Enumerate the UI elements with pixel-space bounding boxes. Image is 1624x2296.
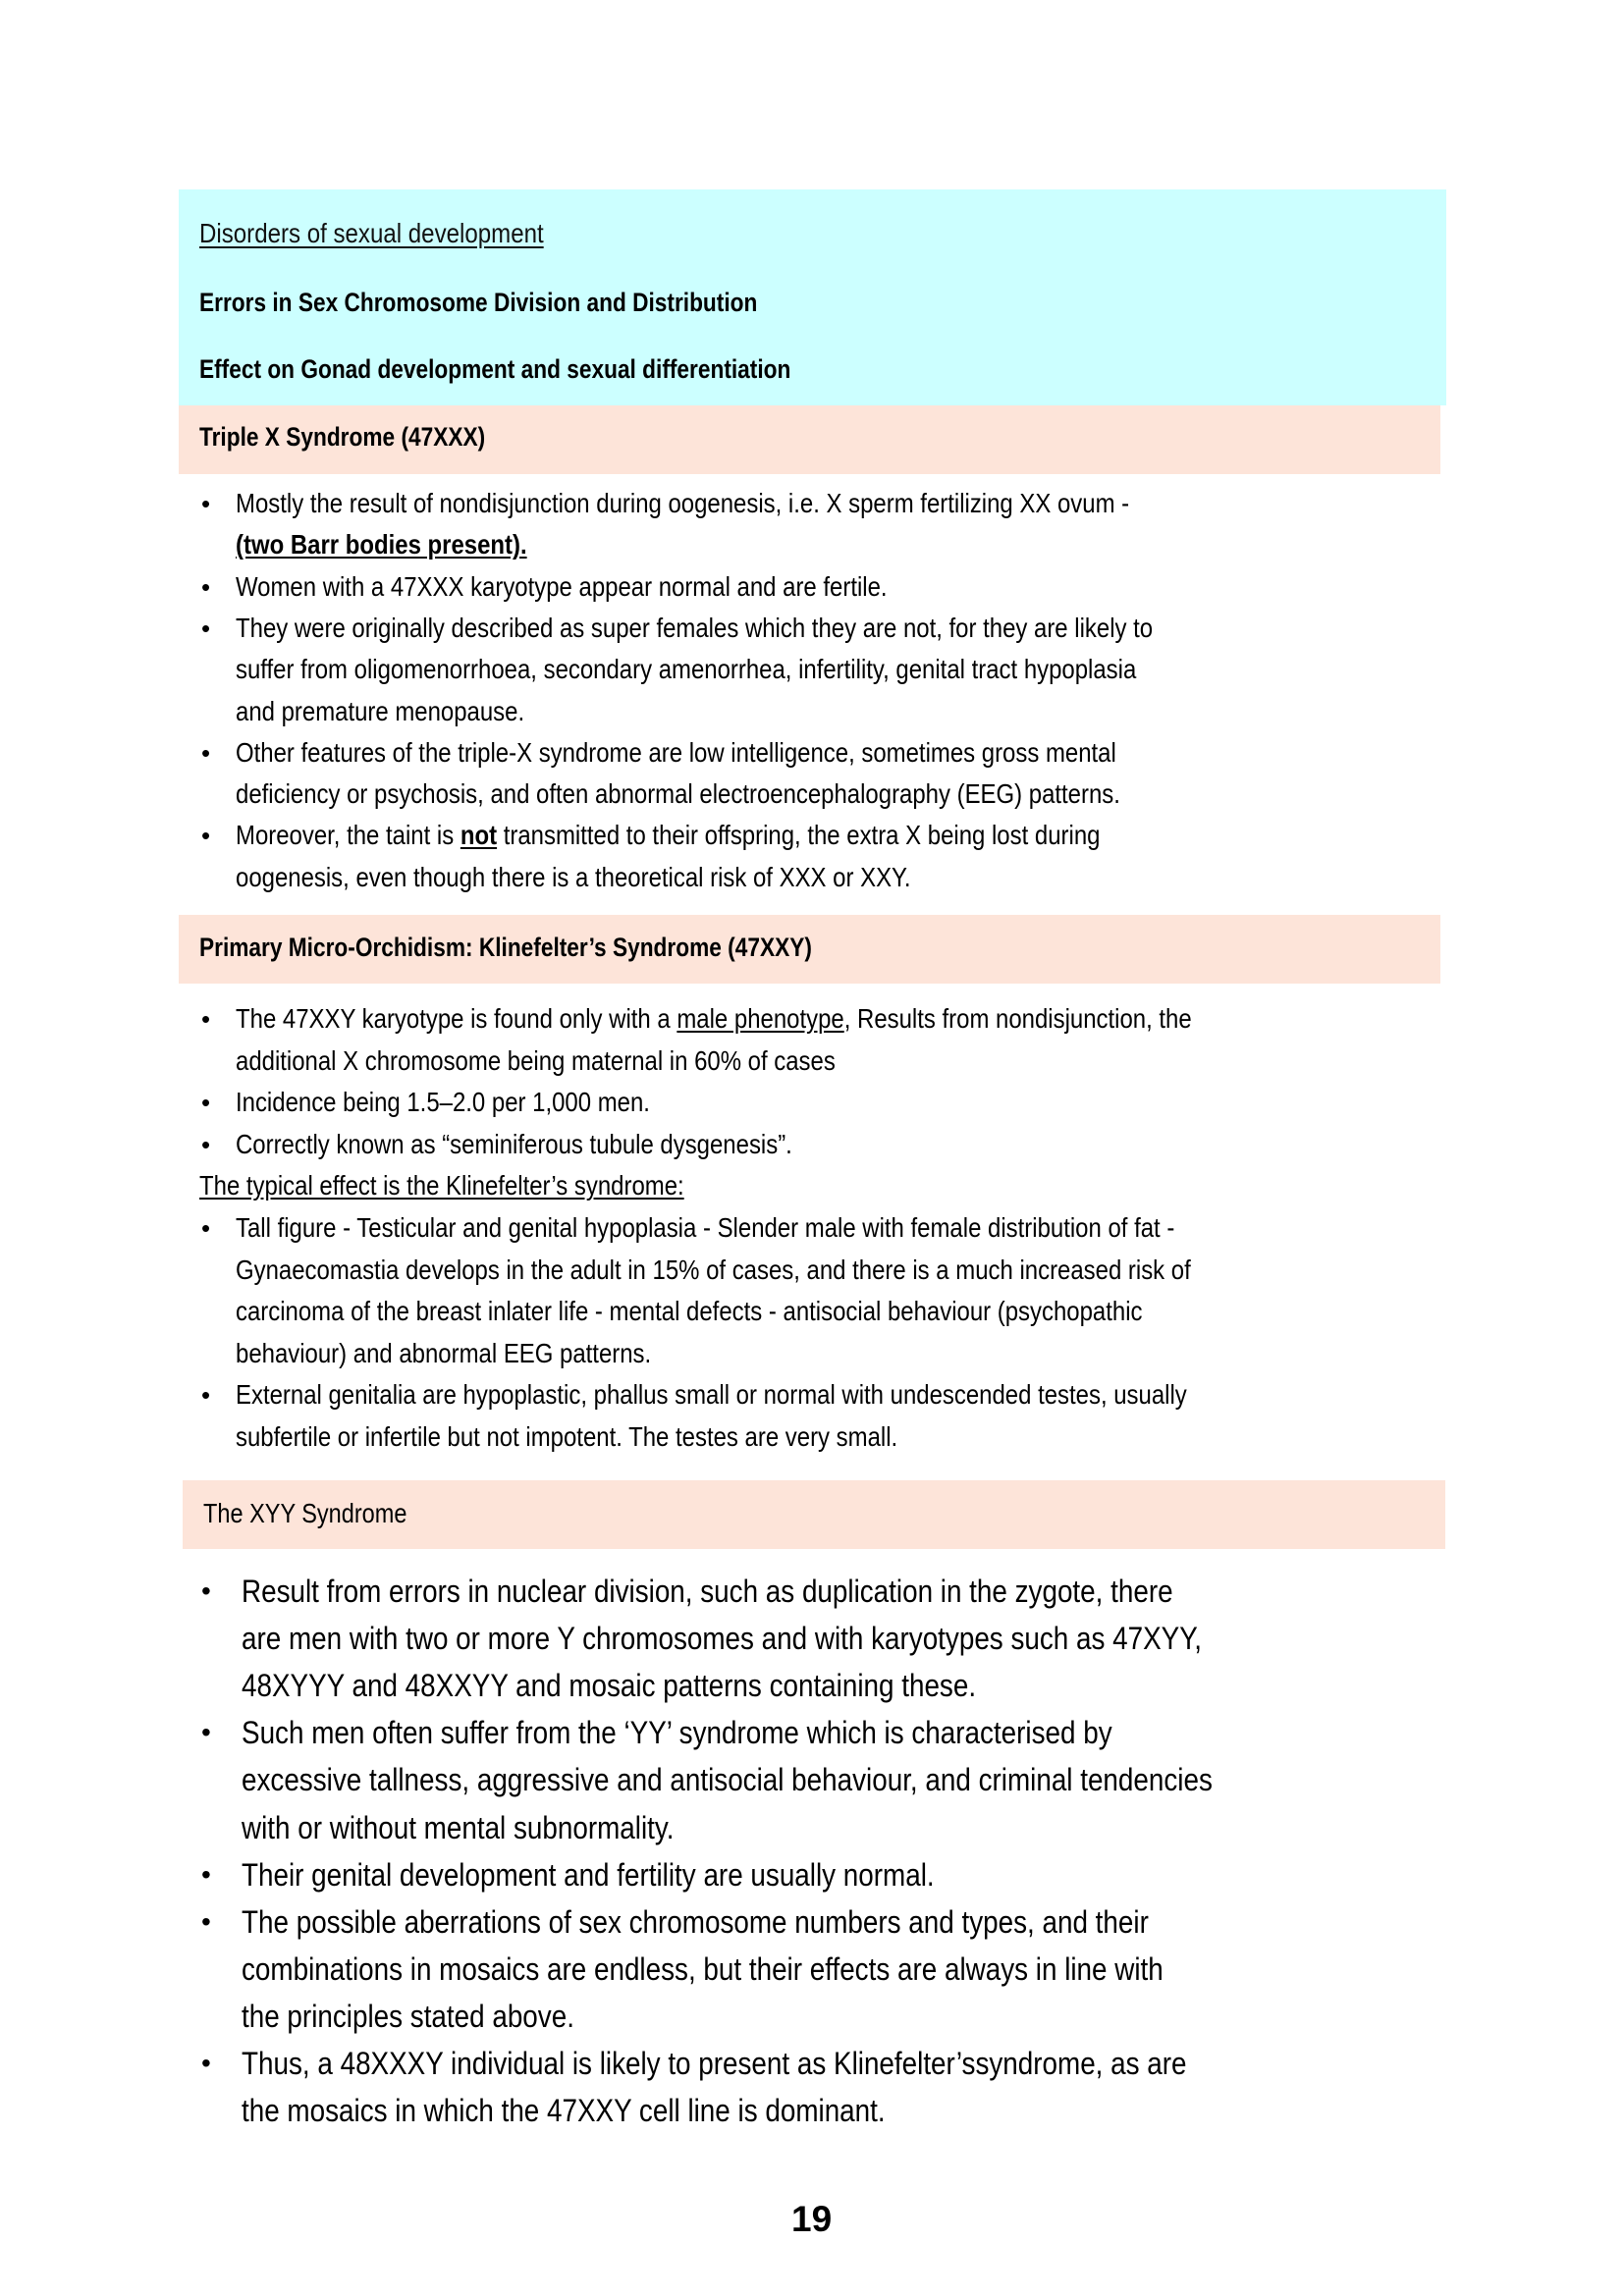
text-span: Moreover, the taint is	[236, 820, 460, 851]
text-line	[199, 1170, 684, 1201]
bullet-icon: •	[201, 821, 211, 851]
text-span: Incidence being 1.5–2.0 per 1,000 men.	[236, 1087, 650, 1118]
bullet-item-line	[236, 1003, 1192, 1035]
bullet-item-line	[236, 613, 1153, 644]
bullet-icon: •	[201, 613, 211, 643]
text-span: excessive tallness, aggressive and antisocial behaviour, and criminal tendencies	[242, 1762, 1213, 1798]
text-span: suffer from oligomenorrhoea, secondary amenorrhea, infertility, genital tract hypoplasia	[236, 654, 1137, 685]
text-line	[242, 1762, 1213, 1797]
text-span: 48XYYY and 48XXYY and mosaic patterns containing these.	[242, 1668, 977, 1704]
bullet-icon: •	[201, 2048, 211, 2078]
text-span: The possible aberrations of sex chromosome numbers and types, and their	[242, 1903, 1149, 1940]
bullet-item-line	[236, 737, 1116, 769]
text-span: The 47XXY karyotype is found only with a	[236, 1003, 677, 1034]
bullet-item-line	[242, 1857, 935, 1893]
text-span: Correctly known as “seminiferous tubule dysgenesis”.	[236, 1128, 792, 1159]
text-span: behaviour) and abnormal EEG patterns.	[236, 1337, 652, 1368]
text-span: Mostly the result of nondisjunction during oogenesis, i.e. X sperm fertilizing XX ovum -	[236, 488, 1130, 518]
emphasized-text: The typical effect is the Klinefelter’s syndrome:	[199, 1170, 684, 1201]
text-line	[236, 1255, 1191, 1286]
bullet-icon: •	[201, 1380, 211, 1411]
bullet-icon: •	[201, 571, 211, 602]
bullet-icon: •	[201, 737, 211, 768]
text-span: the mosaics in which the 47XXY cell line is dominant.	[242, 2093, 886, 2129]
text-span: Result from errors in nuclear division, such as duplication in the zygote, there	[242, 1574, 1173, 1609]
bullet-icon: •	[201, 1717, 211, 1748]
text-span: , Results from nondisjunction, the	[843, 1003, 1192, 1034]
text-line	[236, 778, 1120, 810]
emphasized-text: male phenotype	[677, 1003, 844, 1034]
bullet-icon: •	[201, 1213, 211, 1243]
text-span: subfertile or infertile but not impotent. The testes are very small.	[236, 1421, 898, 1452]
text-span: carcinoma of the breast inlater life - mental defects - antisocial behaviour (psychopathic	[236, 1296, 1143, 1327]
text-span: Other features of the triple-X syndrome are low intelligence, sometimes gross mental	[236, 736, 1116, 768]
text-span: transmitted to their offspring, the extra X being lost during	[497, 820, 1101, 851]
text-line	[236, 1338, 651, 1369]
text-span: Their genital development and fertility are usually normal.	[242, 1856, 935, 1893]
bullet-icon: •	[201, 1858, 211, 1890]
text-line	[236, 1421, 897, 1453]
page-number: 19	[791, 2199, 833, 2239]
text-span: Gynaecomastia develops in the adult in 15% of cases, and there is a much increased risk of	[236, 1254, 1191, 1285]
bullet-item-line	[236, 1212, 1174, 1244]
text-span: Tall figure - Testicular and genital hypoplasia - Slender male with female distribution of fat -	[236, 1212, 1175, 1243]
bullet-item-line	[236, 1129, 792, 1160]
text-line	[242, 1951, 1164, 1987]
text-span: Thus, a 48XXXY individual is likely to present as Klinefelter’ssyndrome, as are	[242, 2046, 1187, 2081]
section-heading-triple-x: Triple X Syndrome (47XXX)	[199, 422, 486, 452]
text-line	[236, 1045, 836, 1077]
bullet-item-line	[242, 1574, 1173, 1609]
bullet-item-line	[242, 1904, 1149, 1940]
subtitle-effect: Effect on Gonad development and sexual differentiation	[199, 354, 791, 384]
text-span: the principles stated above.	[242, 1998, 574, 2034]
subtitle-errors: Errors in Sex Chromosome Division and Distribution	[199, 288, 758, 317]
bullet-item-line	[242, 1715, 1112, 1750]
bullet-icon: •	[201, 1905, 211, 1937]
text-line	[236, 696, 524, 727]
text-line	[242, 1621, 1202, 1656]
text-line	[236, 1296, 1142, 1327]
text-line	[236, 529, 527, 561]
text-line	[242, 2093, 886, 2128]
text-line	[242, 1668, 976, 1703]
bullet-item-line	[236, 820, 1100, 851]
text-span: and premature menopause.	[236, 695, 525, 726]
document-title: Disorders of sexual development	[199, 218, 544, 248]
bullet-item-line	[236, 1087, 650, 1118]
section-heading-klinefelter: Primary Micro-Orchidism: Klinefelter’s Syndrome (47XXY)	[199, 933, 812, 962]
bullet-item-line	[236, 571, 888, 603]
bullet-icon: •	[201, 1575, 211, 1606]
emphasized-text: not	[460, 820, 498, 851]
bullet-icon: •	[201, 1004, 211, 1034]
text-span: External genitalia are hypoplastic, phallus small or normal with undescended testes, usually	[236, 1379, 1187, 1411]
text-span: They were originally described as super females which they are not, for they are likely to	[236, 612, 1154, 643]
bullet-icon: •	[201, 1088, 211, 1118]
text-span: with or without mental subnormality.	[242, 1809, 675, 1845]
section-heading-xyy: The XYY Syndrome	[203, 1498, 407, 1528]
text-span: are men with two or more Y chromosomes and with karyotypes such as 47XYY,	[242, 1621, 1202, 1657]
text-line	[236, 654, 1136, 685]
text-line	[242, 1810, 674, 1845]
text-span: Women with a 47XXX karyotype appear normal and are fertile.	[236, 570, 888, 602]
emphasized-text: (two Barr bodies present).	[236, 529, 527, 561]
bullet-icon: •	[201, 1129, 211, 1159]
text-span: deficiency or psychosis, and often abnormal electroencephalography (EEG) patterns.	[236, 778, 1120, 810]
bullet-item-line	[236, 488, 1129, 519]
bullet-item-line	[236, 1379, 1187, 1411]
bullet-icon: •	[201, 489, 211, 518]
text-span: combinations in mosaics are endless, but their effects are always in line with	[242, 1950, 1164, 1987]
text-span: Such men often suffer from the ‘YY’ syndrome which is characterised by	[242, 1715, 1112, 1751]
text-line	[236, 862, 911, 893]
text-line	[242, 1999, 574, 2034]
text-span: oogenesis, even though there is a theoretical risk of XXX or XXY.	[236, 861, 911, 892]
bullet-item-line	[242, 2046, 1187, 2081]
text-span: additional X chromosome being maternal in 60% of cases	[236, 1044, 836, 1076]
